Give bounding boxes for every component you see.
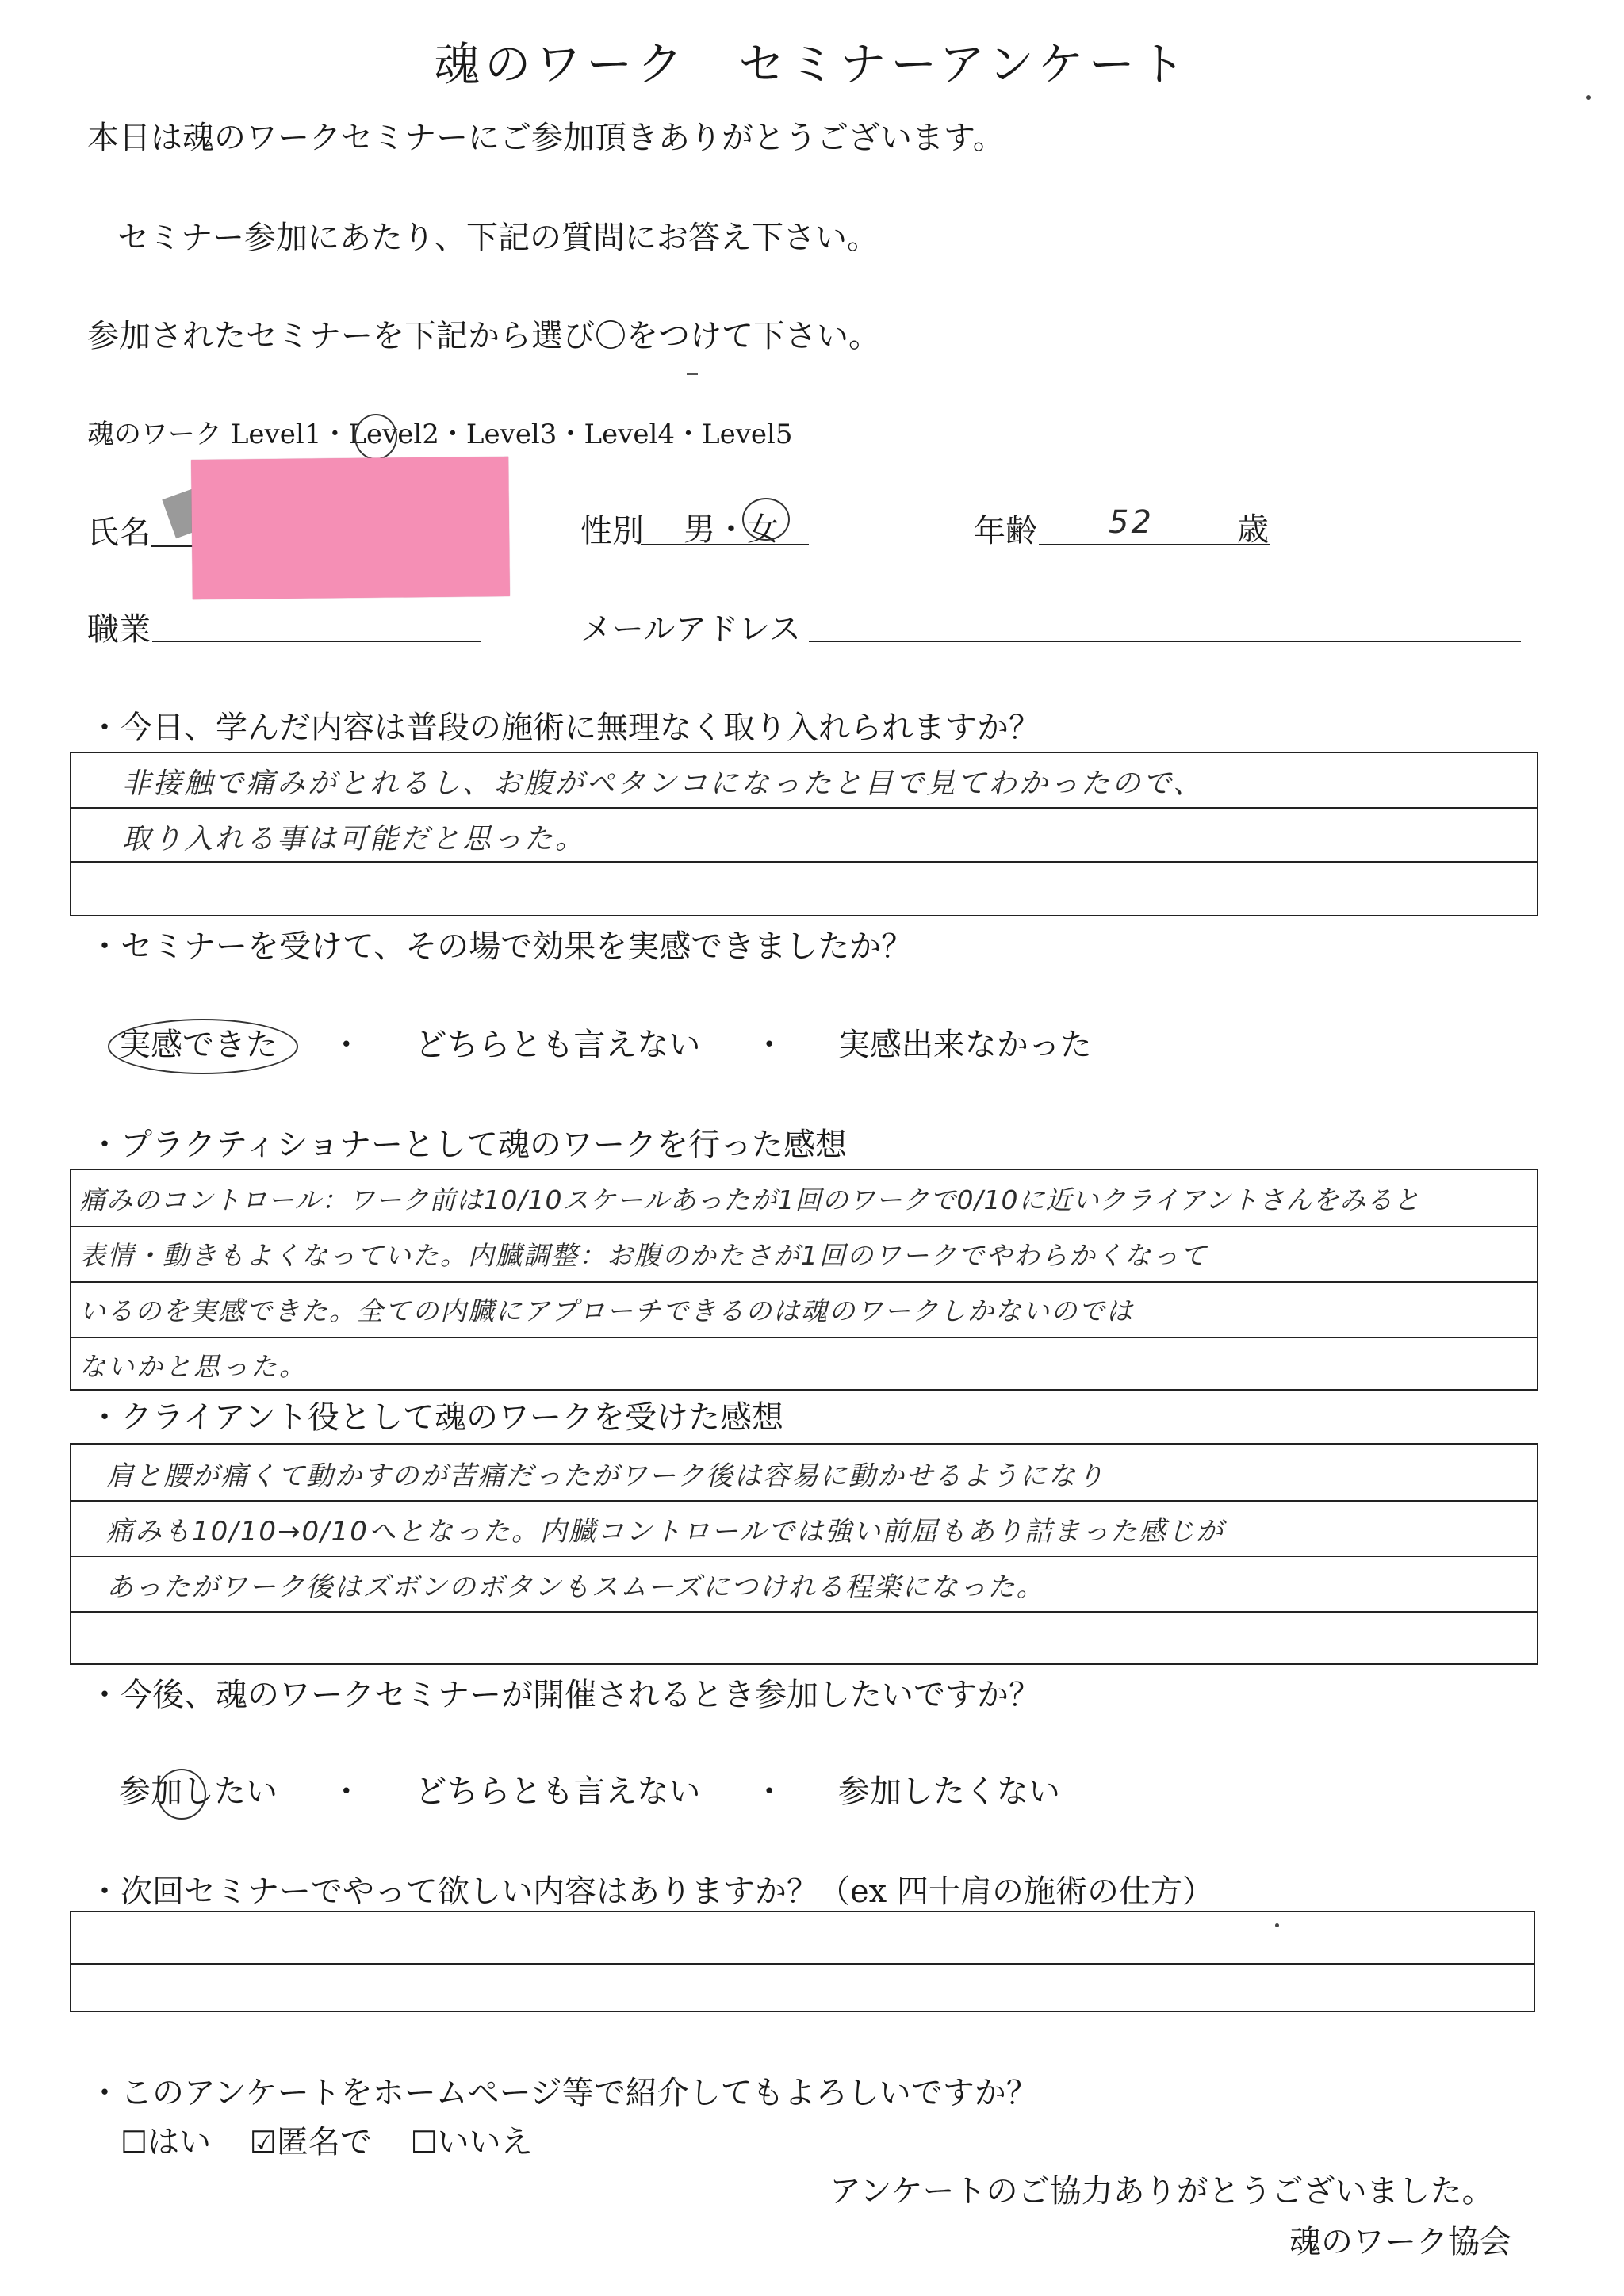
question-4: ・クライアント役として魂のワークを受けた感想	[89, 1399, 783, 1436]
checkbox-icon: ☐	[121, 2125, 148, 2160]
answer-3-line-1: 痛みのコントロール：ワーク前は10/10スケールあったが1回のワークで0/10に近いクライアントさんをみると	[79, 1184, 1421, 1215]
row-divider	[71, 861, 1537, 863]
level-option-4[interactable]: Level4	[584, 419, 675, 450]
row-divider	[71, 1226, 1537, 1227]
q5-option-neutral[interactable]: どちらとも言えない	[415, 1774, 701, 1810]
answer-1-line-2: 取り入れる事は可能だと思った。	[122, 823, 587, 855]
question-6: ・次回セミナーでやって欲しい内容はありますか？（ex 四十肩の施術の仕方）	[89, 1873, 1214, 1910]
q5-option-no[interactable]: 参加したくない	[837, 1774, 1060, 1810]
email-field[interactable]	[809, 641, 1521, 642]
job-label: 職業	[87, 611, 151, 648]
level-option-1[interactable]: Level1	[230, 419, 322, 450]
age-unit: 歳	[1237, 511, 1269, 548]
level-selector: 魂のワーク Level1・Level2 ・Level3・Level4・Level5	[87, 412, 793, 451]
name-label: 氏名	[87, 515, 151, 551]
age-label: 年齢	[974, 513, 1037, 549]
page-title: 魂のワーク セミナーアンケート	[434, 37, 1190, 91]
level-option-5[interactable]: Level5	[702, 419, 793, 450]
question-1: ・今日、学んだ内容は普段の施術に無理なく取り入れられますか？	[89, 710, 1040, 746]
answer-box-4[interactable]	[70, 1443, 1538, 1665]
q2-option-neutral[interactable]: どちらとも言えない	[415, 1027, 701, 1063]
intro-instruction: セミナー参加にあたり、下記の質問にお答え下さい。	[117, 220, 879, 256]
scan-speck	[1586, 95, 1591, 100]
question-2: ・セミナーを受けて、その場で効果を実感できましたか？	[89, 928, 914, 965]
q2-options: 実感できた ・ どちらとも言えない ・ 実感出来なかった	[119, 1020, 1092, 1065]
row-divider	[71, 1556, 1537, 1557]
level-option-2[interactable]: Level2	[348, 419, 439, 450]
q5-option-yes[interactable]: 参加したい	[119, 1774, 278, 1810]
answer-3-line-3: いるのを実感できた。全ての内臓にアプローチできるのは魂のワークしかないのでは	[79, 1295, 1134, 1326]
level-prefix: 魂のワーク	[87, 419, 222, 450]
level-selected-circle	[354, 414, 397, 460]
q5-selected-circle	[157, 1769, 206, 1820]
answer-4-line-2: 痛みも10/10→0/10へとなった。内臓コントロールでは強い前屈もあり詰まった感じが	[106, 1516, 1225, 1548]
q7-option-yes[interactable]: ☐はい	[121, 2124, 212, 2160]
closing-message: アンケートのご協力ありがとうございました。	[829, 2173, 1494, 2210]
q7-option-no[interactable]: ☐いいえ	[410, 2124, 533, 2160]
answer-4-line-1: 肩と腰が痛くて動かすのが苦痛だったがワーク後は容易に動かせるようになり	[106, 1460, 1105, 1492]
row-divider	[71, 1337, 1537, 1338]
answer-box-6[interactable]	[70, 1911, 1535, 2012]
answer-4-line-3: あったがワーク後はズボンのボタンもスムーズにつけれる程楽になった。	[106, 1571, 1045, 1603]
gender-options[interactable]: 男・女	[684, 511, 779, 548]
answer-box-1[interactable]	[70, 752, 1538, 916]
answer-3-line-2: 表情・動きもよくなっていた。内臓調整：お腹のかたさが1回のワークでやわらかくなって	[79, 1240, 1208, 1271]
intro-select-seminar: 参加されたセミナーを下記から選び〇をつけて下さい。	[87, 318, 880, 354]
scan-speck	[1275, 1923, 1279, 1927]
scan-speck	[687, 373, 698, 375]
answer-box-3[interactable]	[70, 1169, 1538, 1391]
checkbox-checked-icon: ☑	[249, 2125, 277, 2160]
q2-selected-circle	[108, 1019, 298, 1074]
gender-field	[641, 544, 809, 545]
organization-name: 魂のワーク協会	[1289, 2224, 1511, 2260]
question-3: ・プラクティショナーとして魂のワークを行った感想	[89, 1127, 847, 1163]
job-field[interactable]	[152, 641, 481, 642]
row-divider	[71, 1281, 1537, 1283]
row-divider	[71, 807, 1537, 809]
email-label: メールアドレス	[580, 611, 801, 648]
q2-option-yes[interactable]: 実感できた	[119, 1027, 278, 1063]
gender-selected-circle	[742, 498, 790, 541]
q7-options	[121, 2117, 533, 2162]
age-field	[1039, 544, 1270, 545]
q5-options: 参加したい ・ どちらとも言えない ・ 参加したくない	[119, 1766, 1060, 1812]
intro-thanks: 本日は魂のワークセミナーにご参加頂きありがとうございます。	[87, 120, 1005, 156]
row-divider	[71, 1963, 1534, 1965]
row-divider	[71, 1500, 1537, 1502]
question-5: ・今後、魂のワークセミナーが開催されるとき参加したいですか？	[89, 1677, 1040, 1713]
redaction-sticky-note	[191, 457, 510, 599]
answer-3-line-4: ないかと思った。	[79, 1351, 308, 1382]
answer-1-line-1: 非接触で痛みがとれるし、お腹がペタンコになったと目で見てわかったので、	[122, 767, 1205, 800]
q7-option-anonymous[interactable]: ☑匿名で	[249, 2124, 372, 2160]
question-7: ・このアンケートをホームページ等で紹介してもよろしいですか？	[89, 2075, 1038, 2111]
q2-option-no[interactable]: 実感出来なかった	[837, 1027, 1092, 1063]
checkbox-icon: ☐	[410, 2125, 438, 2160]
row-divider	[71, 1611, 1537, 1613]
age-value[interactable]: 52	[1109, 504, 1154, 541]
gender-label: 性別	[580, 513, 644, 549]
level-option-3[interactable]: Level3	[465, 419, 557, 450]
